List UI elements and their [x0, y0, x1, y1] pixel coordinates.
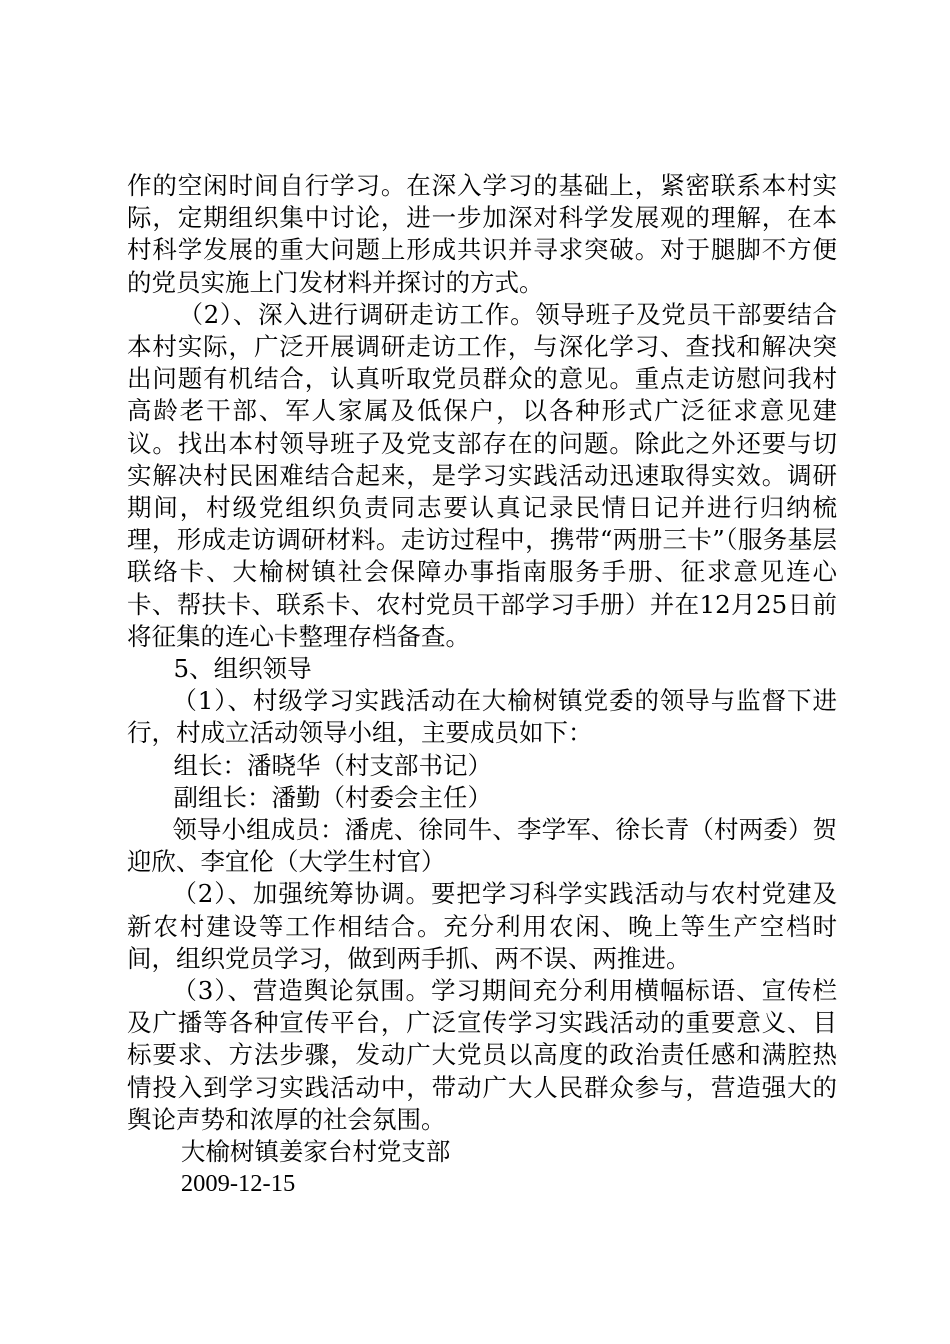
deputy-leader-line: 副组长：潘勤（村委会主任） [173, 782, 493, 812]
signature-organization: 大榆树镇姜家台村党支部 [180, 1137, 451, 1167]
paragraph-leading-group: （1）、村级学习实践活动在大榆树镇党委的领导与监督下进行，村成立活动领导小组，主要成员如下： [127, 686, 837, 748]
paragraph-coordination: （2）、加强统筹协调。要把学习科学实践活动与农村党建及新农村建设等工作相结合。充分利用农闲、晚上等生产空档时间，组织党员学习，做到两手抓、两不误、两推进。 [127, 879, 837, 973]
group-leader-line: 组长：潘晓华（村支部书记） [173, 750, 493, 780]
paragraph-public-opinion: （3）、营造舆论氛围。学习期间充分利用横幅标语、宣传栏及广播等各种宣传平台，广泛宣传学习实践活动的重要意义、目标要求、方法步骤，发动广大党员以高度的政治责任感和满腔热情投入到学习实践活动中，带动广大人民群众参与，营造强大的舆论声势和浓厚的社会氛围。 [127, 976, 837, 1134]
paragraph-research-visits: （2）、深入进行调研走访工作。领导班子及党员干部要结合本村实际，广泛开展调研走访工作，与深化学习、查找和解决突出问题有机结合，认真听取党员群众的意见。重点走访慰问我村高龄老干部、军人家属及低保户，以各种形式广泛征求意见建议。找出本村领导班子及党支部存在的问题。除此之外还要与切实解决村民困难结合起来，是学习实践活动迅速取得实效。调研期间，村级党组织负责同志要认真记录民情日记并进行归纳梳理，形成走访调研材料。走访过程中，携带“两册三卡”（服务基层联络卡、大榆树镇社会保障办事指南服务手册、征求意见连心卡、帮扶卡、联系卡、农村党员干部学习手册）并在12月25日前将征集的连心卡整理存档备查。 [127, 299, 837, 651]
section-heading-organization: 5、组织领导 [173, 654, 312, 684]
group-members-line: 领导小组成员：潘虎、徐同牛、李学军、徐长青（村两委）贺迎欣、李宜伦（大学生村官） [127, 815, 837, 877]
paragraph-study-method: 作的空闲时间自行学习。在深入学习的基础上，紧密联系本村实际，定期组织集中讨论，进一步加深对科学发展观的理解，在本村科学发展的重大问题上形成共识并寻求突破。对于腿脚不方便的党员实施上门发材料并探讨的方式。 [127, 171, 837, 297]
document-date: 2009-12-15 [180, 1170, 296, 1198]
document-body [127, 170, 837, 1201]
